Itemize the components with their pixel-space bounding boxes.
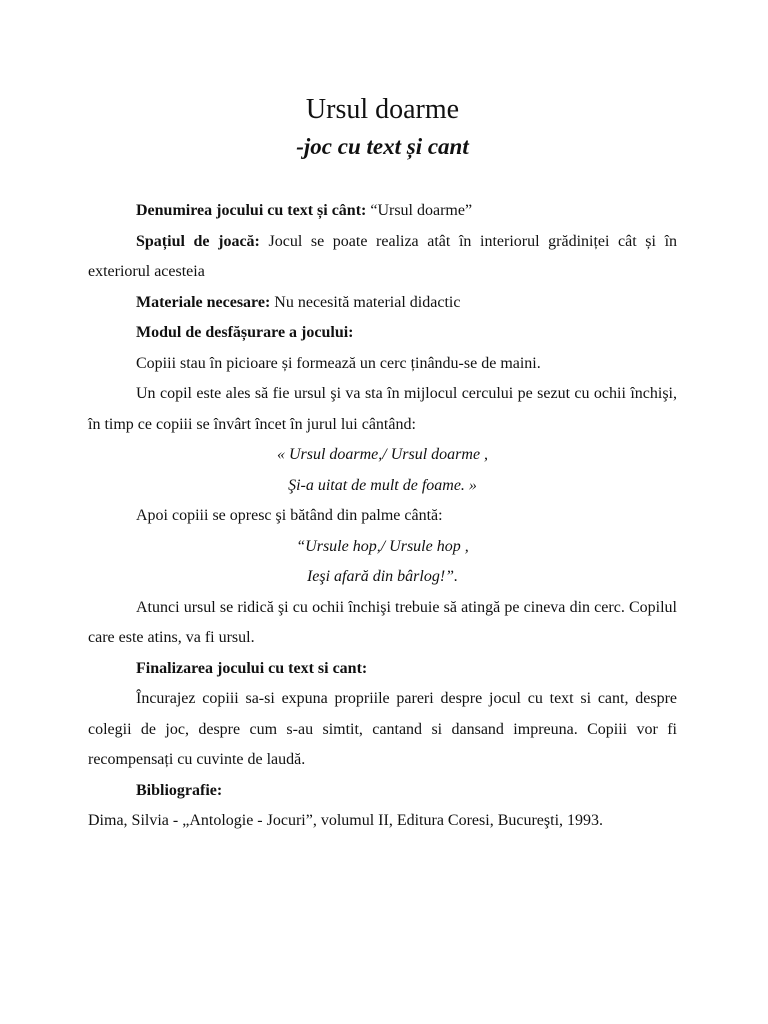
final-heading: Finalizarea jocului cu text si cant: <box>136 659 368 677</box>
spatiu-label: Spațiul de joacă: <box>136 232 260 250</box>
verse-2-line-1: “Ursule hop,/ Ursule hop , <box>296 537 469 555</box>
bibliography-heading: Bibliografie: <box>136 781 223 799</box>
materiale-value: Nu necesită material didactic <box>274 293 461 311</box>
mod-paragraph-1: Copiii stau în picioare și formează un cerc ținându-se de maini. <box>136 354 541 372</box>
mod-paragraph-2: Un copil este ales să fie ursul şi va sta în mijlocul cercului pe sezut cu ochii închişi, în timp ce copiii se învârt încet în jurul lui cântând: <box>88 385 677 433</box>
materiale-paragraph <box>88 288 677 319</box>
mod-heading: Modul de desfășurare a jocului: <box>136 324 354 341</box>
materiale-label: Materiale necesare: <box>136 293 271 311</box>
verse-2-line-2: Ieşi afară din bârlog!”. <box>306 568 459 585</box>
page-title: Ursul doarme <box>305 94 460 125</box>
denumire-label: Denumirea jocului cu text și cânt: <box>136 202 367 219</box>
final-paragraph: Încurajez copiii sa-si expuna propriile pareri despre jocul cu text si cant, despre colegii de joc, despre cum s-au simtit, cantand si dansand impreuna. Copiii vor fi recompensați cu cuvinte de laudă. <box>88 690 677 768</box>
verse-1-line-1: « Ursul doarme,/ Ursul doarme , <box>276 446 489 463</box>
page-subtitle: -joc cu text și cant <box>296 134 469 159</box>
denumire-paragraph <box>88 196 677 227</box>
verse-1-line-2: Şi-a uitat de mult de foame. » <box>288 476 477 494</box>
mod-paragraph-4: Atunci ursul se ridică şi cu ochii închişi trebuie să atingă pe cineva din cerc. Copilul care este atins, va fi ursul. <box>88 598 677 646</box>
bibliography-entry: Dima, Silvia - „Antologie - Jocuri”, volumul II, Editura Coresi, Bucureşti, 1993. <box>88 812 604 829</box>
spatiu-value: Jocul se poate realiza atât în interiorul grădiniței cât și în exteriorul acesteia <box>88 232 678 280</box>
mod-paragraph-3: Apoi copiii se opresc şi bătând din palme cântă: <box>136 507 443 524</box>
document-body <box>88 196 677 837</box>
denumire-value: “Ursul doarme” <box>370 202 473 219</box>
spatiu-paragraph <box>88 227 677 288</box>
